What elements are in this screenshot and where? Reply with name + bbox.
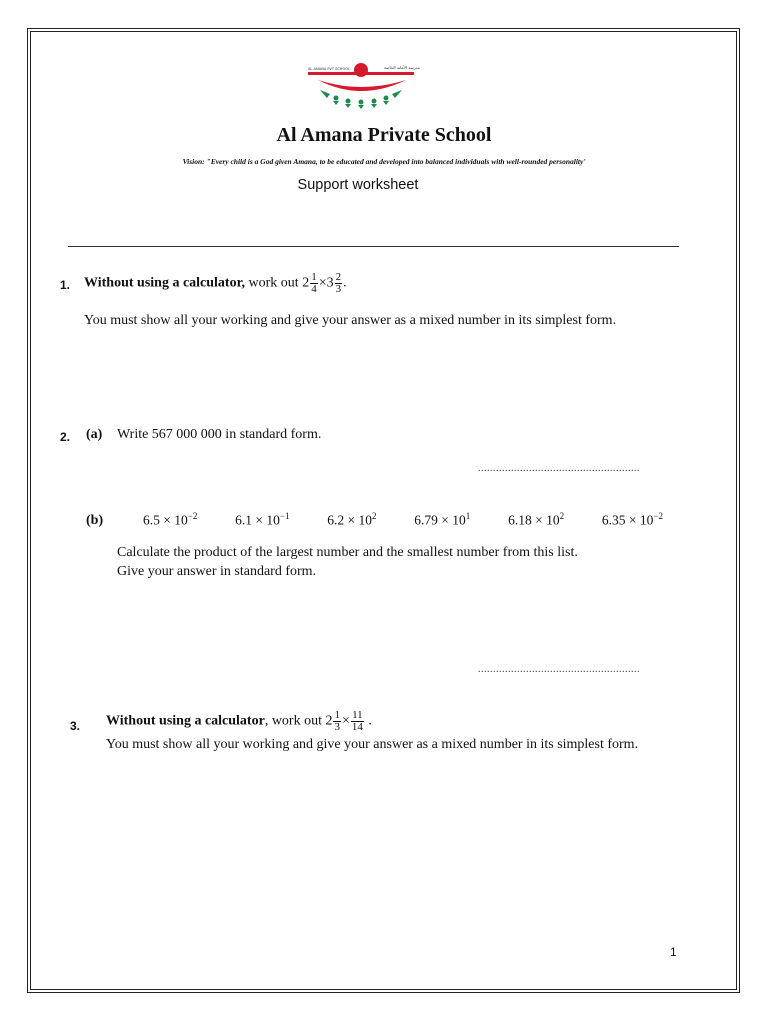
question-2b-line-2: Give your answer in standard form. (117, 564, 317, 579)
question-2a-text: Write 567 000 000 in standard form. (117, 427, 322, 442)
q3-fraction-2: $\frac{11}{14}$ (351, 709, 363, 733)
vision-statement: Vision: "Every child is a God given Amana, to be educated and developed into balanced individuals with well-rounded personality' (182, 157, 586, 166)
question-3-prompt (106, 710, 372, 733)
q3-whole1: 2 (325, 713, 333, 729)
q3-lead: , work out (264, 713, 326, 729)
question-1-prompt (84, 272, 347, 295)
q1-end: . (343, 275, 347, 291)
worksheet-title: Support worksheet (297, 177, 419, 193)
header-divider (68, 246, 679, 247)
q1-whole2: 3 (326, 275, 334, 291)
svg-text:مدرسة الأمانة الخاصة: مدرسة الأمانة الخاصة (384, 65, 420, 70)
q3-end: . (368, 713, 372, 729)
answer-line-2a[interactable]: ...................................................... (478, 463, 640, 474)
standard-form-list (143, 511, 663, 529)
q3-fraction-1: $\frac{1}{3}$ (334, 709, 340, 733)
svg-text:AL AMANA PVT SCHOOL: AL AMANA PVT SCHOOL (308, 67, 350, 71)
q1-times: × (318, 275, 327, 291)
answer-line-2b[interactable]: ...................................................... (478, 664, 640, 675)
q3-bold-lead: Without using a calculator (106, 713, 265, 729)
q1-fraction-1: $\frac{1}{4}$ (311, 271, 317, 295)
sf-number: $6.2 \times 10^2$ (327, 511, 377, 528)
question-3-instruction: You must show all your working and give your answer as a mixed number in its simplest form. (106, 737, 639, 752)
q1-bold-lead: Without using a calculator, (84, 275, 246, 291)
sf-number: $6.79 \times 10^1$ (414, 511, 471, 528)
q3-times: × (341, 713, 350, 729)
question-2b-line-1: Calculate the product of the largest number and the smallest number from this list. (117, 545, 578, 560)
question-1-number: 1. (60, 278, 71, 292)
q1-whole1: 2 (302, 275, 310, 291)
question-2-number: 2. (60, 430, 71, 444)
question-3-number: 3. (70, 719, 81, 733)
q1-fraction-2: $\frac{2}{3}$ (335, 271, 342, 295)
question-2a-label: (a) (86, 427, 103, 442)
school-name: Al Amana Private School (276, 124, 492, 146)
sf-number: $6.18 \times 10^2$ (508, 511, 565, 528)
sf-number: $6.1 \times 10^{-1}$ (235, 511, 290, 528)
question-1-instruction: You must show all your working and give your answer as a mixed number in its simplest form. (84, 313, 617, 328)
q1-lead: work out (245, 275, 303, 291)
sf-number: $6.5 \times 10^{-2}$ (143, 511, 198, 528)
school-logo (300, 58, 430, 118)
sf-number: $6.35 \times 10^{-2}$ (601, 511, 663, 528)
question-2b-label: (b) (86, 513, 104, 528)
page-number: 1 (670, 945, 677, 959)
